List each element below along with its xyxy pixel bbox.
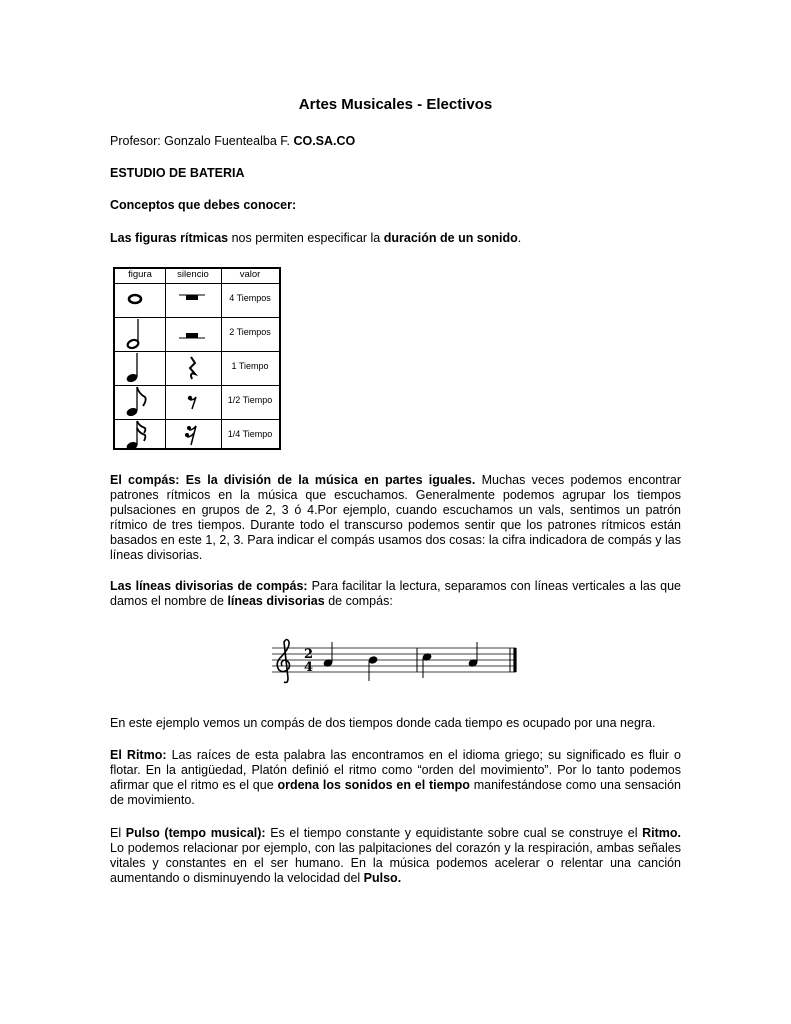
treble-clef-icon <box>277 640 289 683</box>
figures-intro-end: . <box>517 231 522 245</box>
sixteenth-rest-icon <box>165 419 221 453</box>
eighth-rest-icon <box>165 385 221 419</box>
whole-rest-icon <box>165 283 221 317</box>
pulso-paragraph <box>110 826 681 886</box>
compas-bold: El compás: Es la división de la música en partes iguales. <box>110 473 476 487</box>
pulso-bold2: Ritmo. <box>642 826 681 840</box>
example-caption: En este ejemplo vemos un compás de dos tiempos donde cada tiempo es ocupado por una negra. <box>110 716 656 730</box>
pulso-bold1: Pulso (tempo musical): <box>125 826 266 840</box>
pulso-text1: El <box>110 826 126 840</box>
quarter-note <box>323 642 333 667</box>
rhythm-figures-table <box>113 267 281 450</box>
table-row <box>115 385 279 420</box>
table-header <box>115 269 279 284</box>
value-text: 1 Tiempo <box>231 361 269 371</box>
table-row <box>115 317 279 352</box>
lineas-paragraph <box>110 579 681 609</box>
header-valor: valor <box>239 269 261 280</box>
value-text: 1/2 Tiempo <box>227 395 273 405</box>
ritmo-end: manifestándose como una sensación de movimiento. <box>110 778 681 807</box>
ritmo-bold: El Ritmo: <box>110 748 167 762</box>
quarter-note <box>368 656 378 681</box>
whole-note-icon <box>115 283 165 317</box>
figures-intro <box>110 231 521 245</box>
ritmo-paragraph <box>110 748 681 808</box>
table-row <box>115 419 279 453</box>
half-rest-icon <box>165 317 221 351</box>
table-row <box>115 351 279 386</box>
value-text: 1/4 Tiempo <box>227 429 273 439</box>
figures-intro-bold: Las figuras rítmicas <box>110 231 229 245</box>
professor-org: CO.SA.CO <box>293 134 356 148</box>
heading-text: ESTUDIO DE BATERIA <box>110 166 245 180</box>
concepts-heading-text: Conceptos que debes conocer: <box>110 198 297 212</box>
quarter-rest-icon <box>165 351 221 385</box>
pulso-text3: Lo podemos relacionar por ejemplo, con las palpitaciones del corazón y la respiración, ambas señales vitales y constantes en el ser humano. En la música podemos acelerar o relentar una canción aumentando o disminuyendo la velocidad del <box>110 841 681 885</box>
professor-label: Profesor: Gonzalo Fuentealba F. <box>110 134 294 148</box>
quarter-note-icon <box>115 351 165 385</box>
lineas-end: de compás: <box>324 594 393 608</box>
compas-text: Muchas veces podemos encontrar patrones rítmicos en la música que escuchamos. Generalmente podemos agrupar los tiempos pulsaciones en grupos de 2, 3 ó 4.Por ejemplo, cuando escuchamos un vals, sentimos un patrón rítmico de tres tiempos. Durante todo el transcurso podemos sentir que los patrones rítmicos están basados en este 1, 2, 3. Para indicar el compás usamos dos cosas: la cifra indicadora de compás y las líneas divisorias. <box>110 473 681 562</box>
compas-paragraph <box>110 473 681 563</box>
professor-line <box>110 134 355 148</box>
value-text: 4 Tiempos <box>229 293 271 303</box>
figures-intro-text: nos permiten especificar la <box>228 231 384 245</box>
ritmo-text: Las raíces de esta palabra las encontramos en el idioma griego; su significado es fluir o flotar. En la antigüedad, Platón definió el ritmo como “orden del movimiento”. Por lo tanto podemos afirmar que el ritmo es el que <box>110 748 682 792</box>
lineas-bold2: líneas divisorias <box>227 594 325 608</box>
header-silencio: silencio <box>177 269 209 280</box>
figures-intro-bold2: duración de un sonido <box>383 231 518 245</box>
header-figura: figura <box>128 269 152 280</box>
ritmo-bold2: ordena los sonidos en el tiempo <box>277 778 470 792</box>
quarter-note <box>468 642 478 667</box>
eighth-note-icon <box>115 385 165 419</box>
lineas-text: Para facilitar la lectura, separamos con líneas verticales a las que damos el nombre de <box>110 579 681 608</box>
pulso-bold3: Pulso. <box>363 871 402 885</box>
concepts-heading <box>110 198 296 212</box>
staff-example <box>270 636 522 686</box>
section-heading <box>110 166 245 180</box>
pulso-text2: Es el tiempo constante y equidistante sobre cual se construye el <box>265 826 643 840</box>
sixteenth-note-icon <box>115 419 165 453</box>
quarter-note <box>422 653 432 678</box>
lineas-bold: Las líneas divisorias de compás: <box>110 579 308 593</box>
value-text: 2 Tiempos <box>229 327 271 337</box>
time-signature-top: 2 <box>304 647 314 662</box>
half-note-icon <box>115 317 165 351</box>
time-signature-bottom: 4 <box>304 660 314 675</box>
table-row <box>115 283 279 318</box>
document-title: Artes Musicales - Electivos <box>298 96 493 113</box>
